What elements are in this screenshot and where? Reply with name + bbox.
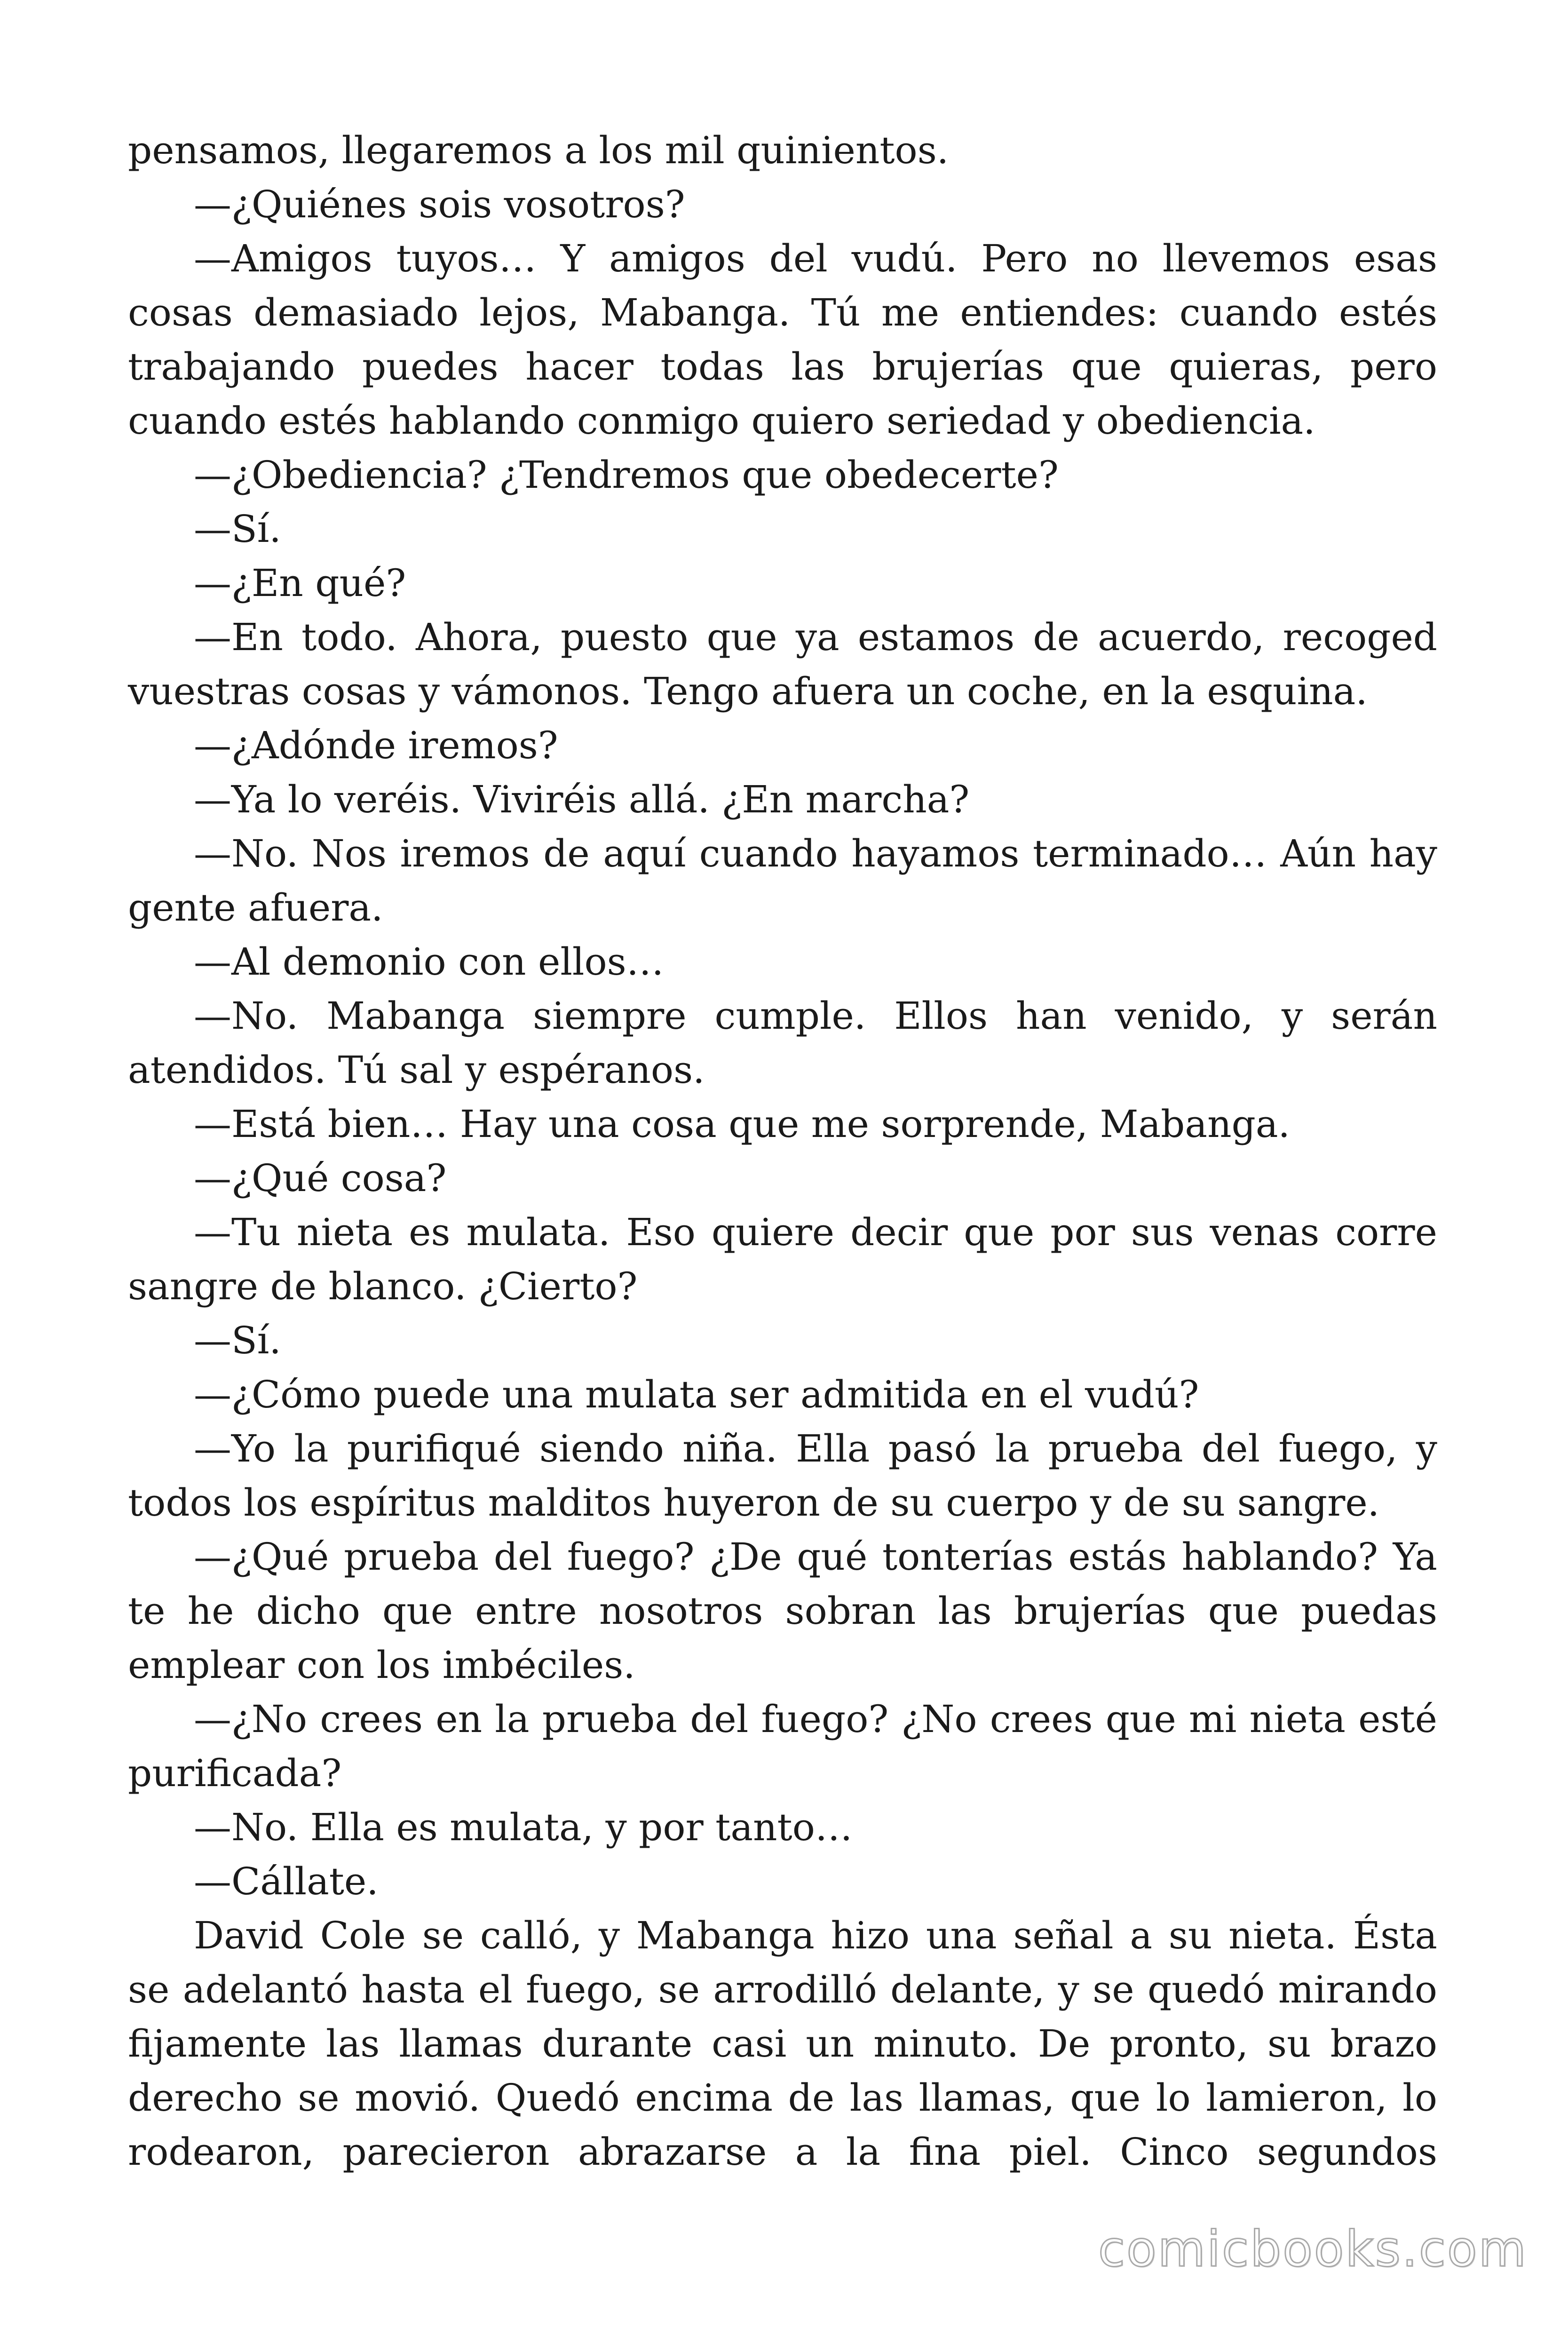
- paragraph: —¿Obediencia? ¿Tendremos que obedecerte?: [194, 453, 1059, 497]
- paragraph: —¿Cómo puede una mulata ser admitida en el vudú?: [194, 1373, 1199, 1416]
- watermark: comicbooks.com: [1098, 2220, 1528, 2278]
- paragraph: —Amigos tuyos… Y amigos del vudú. Pero no llevemos esas cosas demasiado lejos, Mabanga. Tú me entiendes: cuando estés trabajando puedes hacer todas las brujerías que quieras, pero cuando estés hablando conmigo quiero seriedad y obediencia.: [128, 237, 1437, 443]
- paragraph: —¿Qué cosa?: [194, 1156, 447, 1200]
- paragraph: —¿No crees en la prueba del fuego? ¿No crees que mi nieta esté purificada?: [128, 1697, 1437, 1795]
- paragraph: —Al demonio con ellos…: [194, 940, 664, 984]
- paragraph: —No. Mabanga siempre cumple. Ellos han venido, y serán atendidos. Tú sal y espéranos.: [128, 994, 1437, 1092]
- paragraph: —No. Ella es mulata, y por tanto…: [194, 1805, 853, 1849]
- paragraph: —¿Qué prueba del fuego? ¿De qué tonterías estás hablando? Ya te he dicho que entre nosotros sobran las brujerías que puedas emplear con los imbéciles.: [128, 1535, 1437, 1687]
- paragraph: —¿Adónde iremos?: [194, 723, 558, 767]
- paragraph: —¿En qué?: [194, 561, 406, 605]
- paragraph: —¿Quiénes sois vosotros?: [194, 183, 685, 226]
- paragraph: —Yo la purifiqué siendo niña. Ella pasó la prueba del fuego, y todos los espíritus malditos huyeron de su cuerpo y de su sangre.: [128, 1427, 1437, 1525]
- paragraph: —Tu nieta es mulata. Eso quiere decir que por sus venas corre sangre de blanco. ¿Cierto?: [128, 1210, 1437, 1308]
- paragraph: —Sí.: [194, 1319, 281, 1362]
- paragraph: —Cállate.: [194, 1859, 379, 1903]
- paragraph: —Ya lo veréis. Viviréis allá. ¿En marcha?: [194, 778, 970, 821]
- book-page: [128, 123, 1437, 2179]
- paragraph: David Cole se calló, y Mabanga hizo una señal a su nieta. Ésta se adelantó hasta el fuego, se arrodilló delante, y se quedó mirando fijamente las llamas durante casi un minuto. De pronto, su brazo derecho se movió. Quedó encima de las llamas, que lo lamieron, lo rodearon, parecieron abrazarse a la fina piel. Cinco segundos: [128, 1914, 1437, 2174]
- paragraph: —Está bien… Hay una cosa que me sorprende, Mabanga.: [194, 1102, 1290, 1146]
- paragraph: —Sí.: [194, 507, 281, 551]
- paragraph: —En todo. Ahora, puesto que ya estamos de acuerdo, recoged vuestras cosas y vámonos. Tengo afuera un coche, en la esquina.: [128, 615, 1437, 713]
- paragraph: —No. Nos iremos de aquí cuando hayamos terminado… Aún hay gente afuera.: [128, 832, 1437, 930]
- paragraph: pensamos, llegaremos a los mil quinientos.: [128, 128, 949, 172]
